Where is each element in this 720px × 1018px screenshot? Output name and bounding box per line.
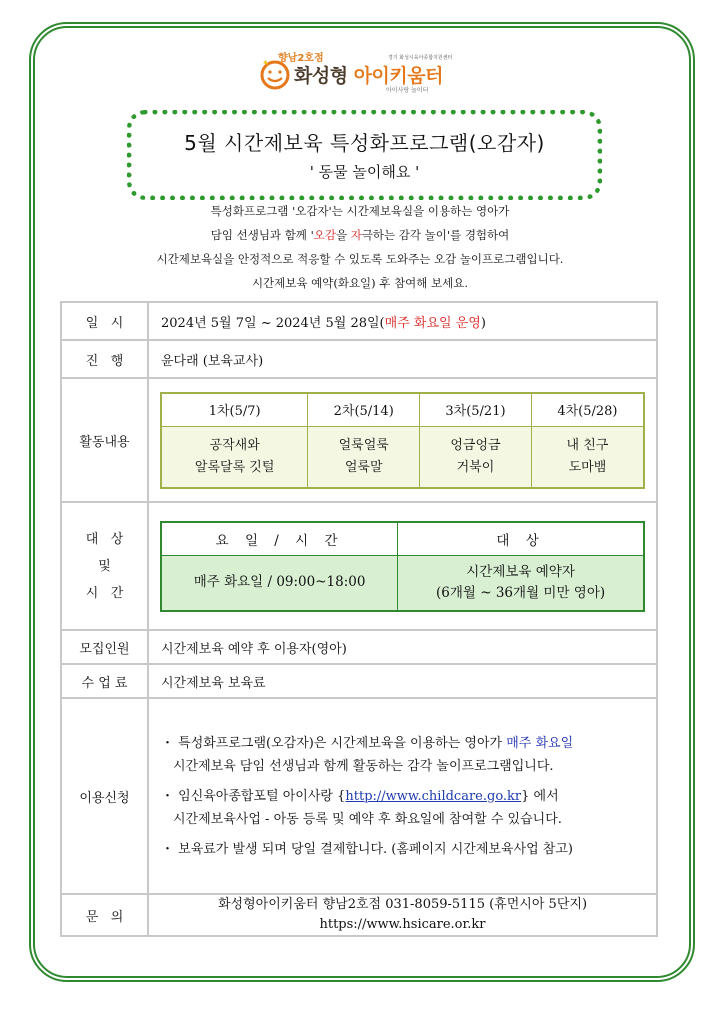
table-row bbox=[61, 664, 657, 698]
lead-value: 윤다래 (보육교사) bbox=[148, 340, 657, 378]
intro-line-3: 시간제보육실을 안정적으로 적응할 수 있도록 도와주는 오감 놀이프로그램입니다. bbox=[156, 252, 564, 266]
apply-bullet bbox=[161, 732, 644, 778]
activity-line: 내 친구 bbox=[566, 437, 609, 453]
target-head: 요 일 / 시 간 bbox=[161, 522, 398, 556]
intro-highlight: 자 bbox=[350, 228, 362, 242]
target-table bbox=[160, 521, 645, 612]
session-activity bbox=[308, 426, 420, 488]
content-label: 활동내용 bbox=[61, 378, 148, 502]
contact-url[interactable]: https://www.hsicare.or.kr bbox=[319, 917, 486, 932]
target-who bbox=[398, 555, 644, 611]
bullet-highlight: 매주 화요일 bbox=[506, 735, 574, 751]
bullet-text: 시간제보육사업 - 아동 등록 및 예약 후 화요일에 참여할 수 있습니다. bbox=[173, 811, 562, 827]
lead-label bbox=[61, 340, 148, 378]
branch-name: 향남2호점 bbox=[278, 53, 324, 64]
apply-label: 이용신청 bbox=[61, 698, 148, 894]
target-who-line: 시간제보육 예약자 bbox=[466, 563, 575, 580]
table-row bbox=[61, 894, 657, 936]
session-activity bbox=[420, 426, 532, 488]
target-who-line: (6개월 ~ 36개월 미만 영아) bbox=[436, 584, 606, 601]
target-header-row bbox=[161, 522, 644, 556]
session-head: 1차(5/7) bbox=[161, 393, 308, 427]
session-header-row bbox=[161, 393, 644, 427]
content-value bbox=[148, 378, 657, 502]
session-head: 2차(5/14) bbox=[308, 393, 420, 427]
table-row bbox=[61, 302, 657, 340]
intro-line-2 bbox=[60, 227, 660, 243]
apply-bullet bbox=[161, 785, 644, 831]
info-table bbox=[60, 301, 658, 937]
table-row bbox=[61, 502, 657, 630]
activity-line: 알록달록 깃털 bbox=[194, 459, 275, 475]
target-time: 매주 화요일 / 09:00~18:00 bbox=[161, 555, 398, 611]
session-activity bbox=[161, 426, 308, 488]
brand-name-a: 화성형 bbox=[294, 65, 354, 87]
target-head: 대 상 bbox=[398, 522, 644, 556]
brand-sub: 아이사랑 놀이터 bbox=[386, 87, 429, 94]
label-text: 진 행 bbox=[85, 353, 124, 369]
label-text: 문 의 bbox=[85, 909, 124, 925]
date-value bbox=[148, 302, 657, 340]
session-head: 4차(5/28) bbox=[531, 393, 644, 427]
target-value bbox=[148, 502, 657, 630]
logo bbox=[258, 49, 483, 105]
fee-label: 수 업 료 bbox=[61, 664, 148, 698]
label-text: 및 bbox=[98, 558, 111, 574]
session-activity bbox=[531, 426, 644, 488]
intro-text: 극하는 감각 놀이'를 경험하여 bbox=[361, 228, 510, 242]
brand-name-b: 아이키움터 bbox=[353, 65, 443, 87]
session-body-row bbox=[161, 426, 644, 488]
value-text: 2024년 5월 7일 ~ 2024년 5월 28일( bbox=[161, 315, 385, 331]
contact-value bbox=[148, 894, 657, 936]
intro-highlight: 오감 bbox=[313, 228, 336, 242]
label-text: 일 시 bbox=[85, 315, 124, 331]
target-label bbox=[61, 502, 148, 630]
date-highlight: 매주 화요일 운영 bbox=[384, 315, 481, 331]
session-head: 3차(5/21) bbox=[420, 393, 532, 427]
activity-line: 얼룩말 bbox=[344, 459, 383, 475]
label-text: 시 간 bbox=[85, 585, 124, 601]
apply-bullet: ・ 보육료가 발생 되며 당일 결제합니다. (홈페이지 시간제보육사업 참고) bbox=[161, 841, 573, 857]
target-body-row bbox=[161, 555, 644, 611]
page-subtitle: ' 동물 놀이해요 ' bbox=[309, 163, 420, 181]
intro-line-4: 시간제보육 예약(화요일) 후 참여해 보세요. bbox=[251, 276, 469, 290]
session-table bbox=[160, 392, 645, 489]
table-row bbox=[61, 378, 657, 502]
value-text: ) bbox=[480, 315, 486, 331]
table-row bbox=[61, 340, 657, 378]
bullet-text: } 에서 bbox=[521, 788, 559, 804]
bullet-text: ・ 특성화프로그램(오감자)은 시간제보육을 이용하는 영아가 bbox=[161, 735, 507, 751]
page-title: 5월 시간제보육 특성화프로그램(오감자) bbox=[184, 131, 545, 155]
activity-line: 공작새와 bbox=[209, 437, 260, 453]
bullet-text: 시간제보육 담임 선생님과 함께 활동하는 감각 놀이프로그램입니다. bbox=[173, 758, 554, 774]
activity-line: 도마뱀 bbox=[568, 459, 607, 475]
label-text: 대 상 bbox=[85, 531, 124, 547]
intro-text: 을 bbox=[335, 228, 351, 242]
bullet-text: ・ 임신육아종합포털 아이사랑 { bbox=[161, 788, 346, 804]
childcare-link[interactable]: http://www.childcare.go.kr bbox=[345, 788, 522, 804]
brand-name bbox=[294, 61, 443, 88]
activity-line: 거북이 bbox=[456, 459, 495, 475]
contact-line: 화성형아이키움터 향남2호점 031-8059-5115 (휴먼시아 5단지) bbox=[217, 897, 588, 912]
org-name: 경기 화성시육아종합지원센터 bbox=[388, 55, 453, 61]
title-box bbox=[127, 110, 602, 200]
contact-label bbox=[61, 894, 148, 936]
intro-text: 담임 선생님과 함께 ' bbox=[210, 228, 314, 242]
intro-line-1: 특성화프로그램 '오감자'는 시간제보육실을 이용하는 영아가 bbox=[210, 204, 510, 218]
date-label bbox=[61, 302, 148, 340]
activity-line: 엉금엉금 bbox=[450, 437, 501, 453]
table-row bbox=[61, 630, 657, 664]
fee-value: 시간제보육 보육료 bbox=[148, 664, 657, 698]
apply-value bbox=[148, 698, 657, 894]
recruit-value: 시간제보육 예약 후 이용자(영아) bbox=[148, 630, 657, 664]
activity-line: 얼룩얼룩 bbox=[338, 437, 389, 453]
table-row bbox=[61, 698, 657, 894]
recruit-label: 모집인원 bbox=[61, 630, 148, 664]
